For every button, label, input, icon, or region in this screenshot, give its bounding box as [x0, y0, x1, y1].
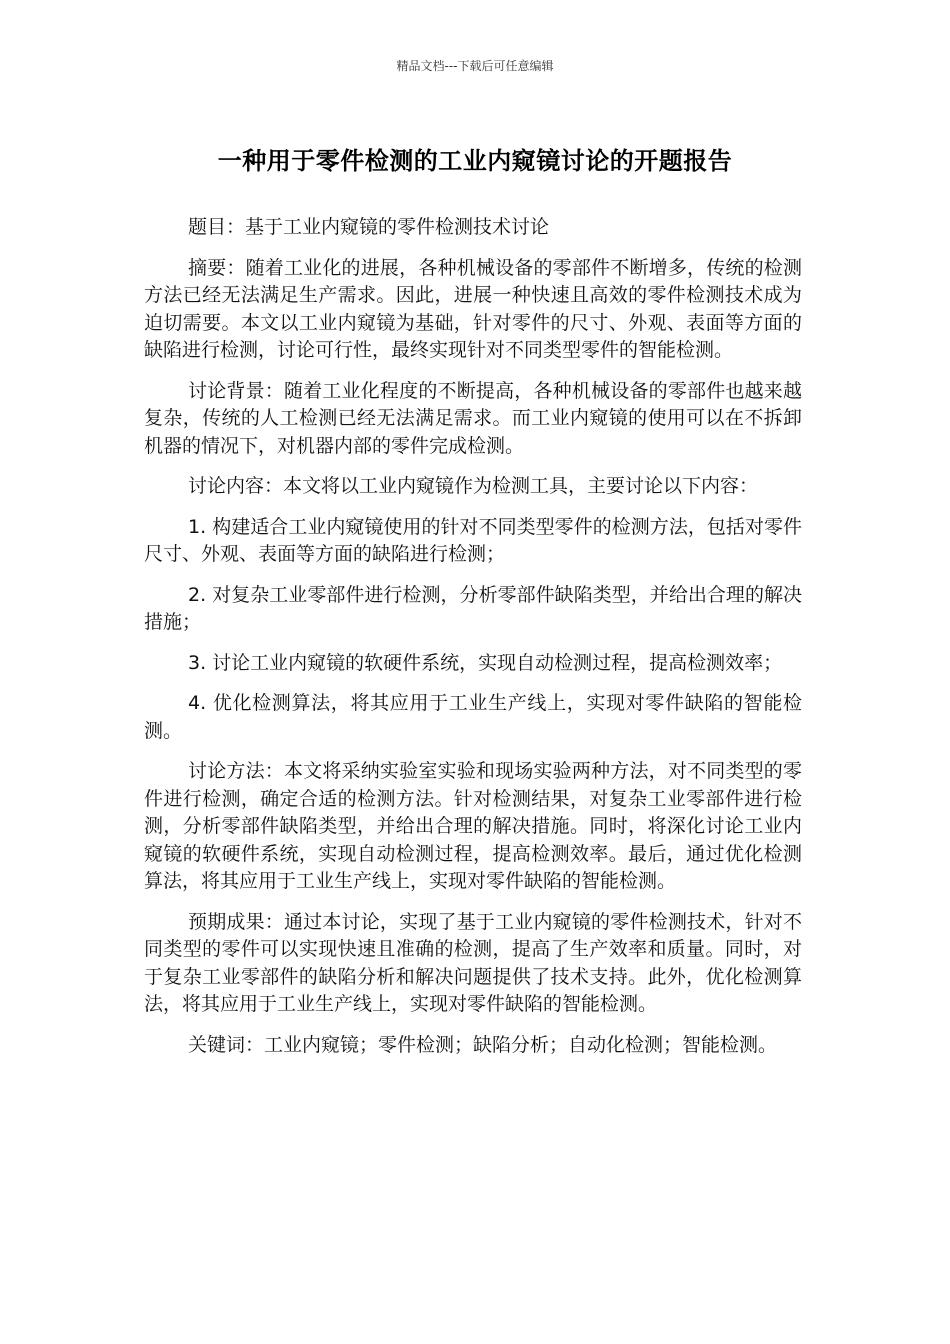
- content-item-2: 2. 对复杂工业零部件进行检测，分析零部件缺陷类型，并给出合理的解决措施；: [144, 583, 802, 633]
- keywords-paragraph: 关键词：工业内窥镜；零件检测；缺陷分析；自动化检测；智能检测。: [188, 1033, 778, 1056]
- content-item-3: 3. 讨论工业内窥镜的软硬件系统，实现自动检测过程，提高检测效率；: [188, 651, 783, 674]
- expected-results-paragraph: 预期成果：通过本讨论，实现了基于工业内窥镜的零件检测技术，针对不同类型的零件可以实现快速且准确的检测，提高了生产效率和质量。同时，对于复杂工业零部件的缺陷分析和解决问题提供了技术支持。此外，优化检测算法，将其应用于工业生产线上，实现对零件缺陷的智能检测。: [144, 910, 802, 1015]
- document-body: [144, 214, 802, 1072]
- content-intro-paragraph: 讨论内容：本文将以工业内窥镜作为检测工具，主要讨论以下内容：: [188, 475, 759, 497]
- content-item-1: 1. 构建适合工业内窥镜使用的针对不同类型零件的检测方法，包括对零件尺寸、外观、表面等方面的缺陷进行检测；: [144, 515, 802, 565]
- content-item-4: 4. 优化检测算法，将其应用于工业生产线上，实现对零件缺陷的智能检测。: [144, 692, 802, 742]
- topic-paragraph: 题目：基于工业内窥镜的零件检测技术讨论: [188, 216, 550, 238]
- abstract-paragraph: 摘要：随着工业化的进展，各种机械设备的零部件不断增多，传统的检测方法已经无法满足生产需求。因此，进展一种快速且高效的零件检测技术成为迫切需要。本文以工业内窥镜为基础，针对零件的尺寸、外观、表面等方面的缺陷进行检测，讨论可行性，最终实现针对不同类型零件的智能检测。: [144, 256, 802, 361]
- header-note: 精品文档---下载后可任意编辑: [396, 59, 554, 73]
- background-paragraph: 讨论背景：随着工业化程度的不断提高，各种机械设备的零部件也越来越复杂，传统的人工检测已经无法满足需求。而工业内窥镜的使用可以在不拆卸机器的情况下，对机器内部的零件完成检测。: [144, 379, 802, 457]
- document-title: 一种用于零件检测的工业内窥镜讨论的开题报告: [217, 147, 733, 175]
- method-paragraph: 讨论方法：本文将采纳实验室实验和现场实验两种方法，对不同类型的零件进行检测，确定合适的检测方法。针对检测结果，对复杂工业零部件进行检测，分析零部件缺陷类型，并给出合理的解决措施。同时，将深化讨论工业内窥镜的软硬件系统，实现自动检测过程，提高检测效率。最后，通过优化检测算法，将其应用于工业生产线上，实现对零件缺陷的智能检测。: [144, 760, 802, 892]
